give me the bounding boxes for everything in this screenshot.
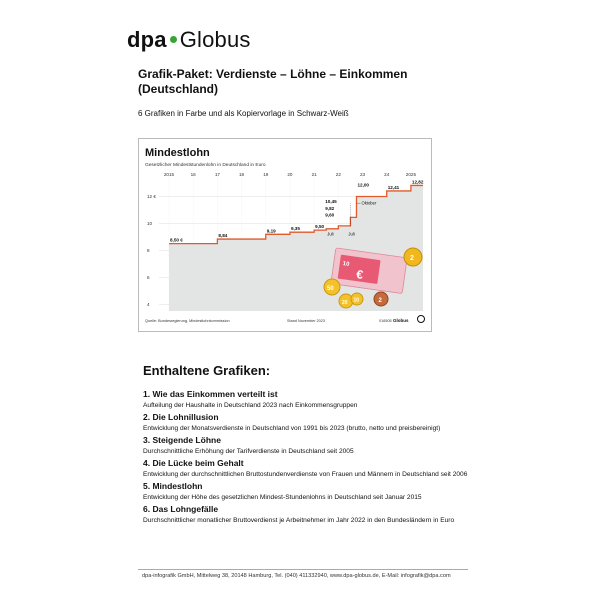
data-label: 12,41 xyxy=(387,184,400,190)
x-tick-label: 24 xyxy=(384,172,390,177)
x-tick-label: 2015 xyxy=(163,172,175,177)
chart-stand: Stand November 2023 xyxy=(287,319,325,323)
coin-label: 50 xyxy=(327,286,334,292)
list-item-title: 6. Das Lohngefälle xyxy=(143,504,219,514)
list-item-title: 4. Die Lücke beim Gehalt xyxy=(143,458,244,468)
list-item-title: 3. Steigende Löhne xyxy=(143,435,221,445)
banknote-euro: € xyxy=(355,267,365,282)
banknote-value: 10 xyxy=(342,261,350,268)
graphics-list xyxy=(143,389,473,527)
x-tick-label: 21 xyxy=(311,172,317,177)
section-title: Enthaltene Grafiken: xyxy=(143,363,271,378)
chart-area-fill xyxy=(169,185,423,311)
x-axis-ticks xyxy=(164,172,417,177)
coin-label: 20 xyxy=(342,300,348,306)
x-tick-label: 22 xyxy=(335,172,341,177)
x-tick-label: 2025 xyxy=(405,172,417,177)
coin-label: 2 xyxy=(410,255,414,262)
data-label: 9,35 xyxy=(290,226,300,232)
chart-preview xyxy=(138,138,432,332)
page-title: Grafik-Paket: Verdienste – Löhne – Einkommen (Deutschland) xyxy=(138,67,408,96)
y-axis-ticks xyxy=(147,194,156,307)
coin-label: 10 xyxy=(353,297,360,304)
x-tick-label: 23 xyxy=(359,172,366,177)
data-label: 8,50 € xyxy=(170,237,183,243)
data-label: 12,00 xyxy=(357,182,369,188)
x-tick-label: 18 xyxy=(239,172,245,177)
x-tick-label: 17 xyxy=(214,172,220,177)
dpa-globus-logo xyxy=(127,27,251,53)
logo-dpa-text: dpa xyxy=(127,27,167,52)
annotation-juli: Juli xyxy=(348,231,355,237)
x-tick-label: 19 xyxy=(263,172,269,177)
list-item-description: Aufteilung der Haushalte in Deutschland 2023 nach Einkommensgruppen xyxy=(143,402,358,409)
list-item-description: Durchschnittlicher monatlicher Bruttoverdienst je Arbeitnehmer im Jahr 2022 in den Bundesländern in Euro xyxy=(143,517,455,524)
data-label: 8,84 xyxy=(218,233,228,239)
data-label: 9,19 xyxy=(266,228,276,234)
x-tick-label: 16 xyxy=(190,172,196,177)
data-label: 9,82 xyxy=(325,205,335,211)
annotation-oktober: Oktober xyxy=(361,200,377,206)
x-tick-label: 20 xyxy=(287,172,293,177)
list-item-title: 1. Wie das Einkommen verteilt ist xyxy=(143,389,278,399)
y-tick-label: 8 xyxy=(147,247,150,253)
footer-divider xyxy=(138,569,468,570)
y-tick-label: 10 xyxy=(147,220,153,226)
coin-label: 2 xyxy=(378,298,382,304)
chart-source: Quelle: Bundesregierung, Mindestlohnkommission xyxy=(145,319,230,323)
list-item-description: Durchschnittliche Erhöhung der Tarifverdienste in Deutschland seit 2005 xyxy=(143,448,354,455)
logo-globus-text: Globus xyxy=(179,27,251,52)
page-subtitle: 6 Grafiken in Farbe und als Kopiervorlage in Schwarz-Weiß xyxy=(138,109,349,118)
minimum-wage-chart xyxy=(139,139,431,331)
list-item-title: 2. Die Lohnillusion xyxy=(143,412,219,422)
chart-title: Mindestlohn xyxy=(145,147,210,159)
data-label: 10,45 xyxy=(325,199,337,205)
list-item-description: Entwicklung der Höhe des gesetzlichen Mindest-Stundenlohns in Deutschland seit Januar 2015 xyxy=(143,494,422,501)
chart-code: 016505 xyxy=(379,319,392,323)
logo-dot-icon xyxy=(170,36,177,43)
chart-subtitle: Gesetzlicher Mindeststundenlohn in Deutschland in Euro xyxy=(145,163,266,168)
chart-logo: Globus xyxy=(393,318,409,323)
annotation-juli: Juli xyxy=(327,231,334,237)
data-label: 12,82 xyxy=(411,179,424,185)
list-item-description: Entwicklung der Monatsverdienste in Deutschland von 1991 bis 2023 (brutto, netto und preisbereinigt) xyxy=(143,425,441,432)
y-tick-label: 6 xyxy=(147,274,150,280)
y-tick-label: 4 xyxy=(147,301,150,307)
data-label: 9,60 xyxy=(325,212,335,218)
globus-logo-icon xyxy=(418,316,425,323)
list-item-title: 5. Mindestlohn xyxy=(143,481,203,491)
y-tick-label: 12 € xyxy=(147,193,156,199)
data-label: 9,50 xyxy=(315,224,325,230)
list-item-description: Entwicklung der durchschnittlichen Bruttostundenverdienste von Frauen und Männern in Deutschland seit 2006 xyxy=(143,471,468,478)
footer-contact: dpa-infografik GmbH, Mittelweg 38, 20148 Hamburg, Tel. (040) 411332940, www.dpa-globus.de, E-Mail: infografik@dpa.com xyxy=(142,573,451,579)
